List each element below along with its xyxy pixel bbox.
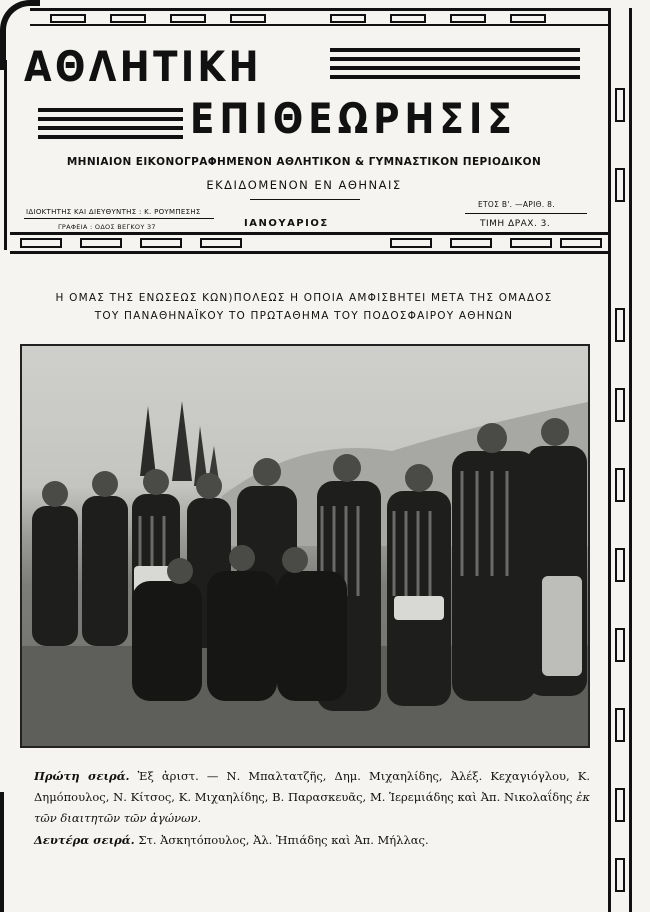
first-row-note: ἐκ τῶν διαιτητῶν τῶν ἀγώνων.: [34, 790, 591, 825]
first-row-names: Ἐξ ἀριστ. — Ν. Μπαλτατζῆς, Δημ. Μιχαηλίδης, Ἀλέξ. Κεχαγιόγλου, Κ. Δημόπουλος, Ν. Κίτσος, Κ. Μιχαηλίδης, Β. Παρασκευᾶς, Μ. Ἱερεμιάδης καὶ Ἀπ. Νικολαΐδης: [34, 769, 591, 804]
left-ornamental-border: [4, 60, 14, 250]
headline-line1: Η ΟΜΑΣ ΤΗΣ ΕΝΩΣΕΩΣ ΚΩΝ)ΠΟΛΕΩΣ Η ΟΠΟΙΑ ΑΜΦΙΣΒΗΤΕΙ ΜΕΤΑ ΤΗΣ ΟΜΑΔΟΣ: [55, 292, 553, 304]
issue-number: ΕΤΟΣ Β'. —ΑΡΙΘ. 8.: [478, 200, 555, 209]
first-row-label: Πρώτη σειρά.: [34, 769, 130, 783]
divider-rule: [24, 218, 214, 219]
office-address: ΓΡΑΦΕΙΑ : ΟΔΟΣ ΒΕΓΚΟΥ 37: [58, 223, 156, 231]
photo-caption-second-row: [34, 830, 590, 851]
masthead-title-line2: ΕΠΙΘΕΩΡΗΣΙΣ: [190, 94, 517, 143]
headline-line2: ΤΟΥ ΠΑΝΑΘΗΝΑΪΚΟΥ ΤΟ ΠΡΩΤΑΘΗΜΑ ΤΟΥ ΠΟΔΟΣΦΑΙΡΟΥ ΑΘΗΝΩΝ: [94, 310, 514, 322]
masthead-subtitle: ΜΗΝΙΑΙΟΝ ΕΙΚΟΝΟΓΡΑΦΗΜΕΝΟΝ ΑΘΛΗΤΙΚΟΝ & ΓΥΜΝΑΣΤΙΚΟΝ ΠΕΡΙΟΔΙΚΟΝ: [66, 156, 542, 168]
issue-price: ΤΙΜΗ ΔΡΑΧ. 3.: [480, 219, 551, 229]
masthead-divider-band: [10, 232, 610, 254]
photo-caption-first-row: [34, 766, 590, 829]
team-photograph: [20, 344, 590, 748]
second-row-names: Στ. Ἀσκητόπουλος, Ἀλ. Ἠπιάδης καὶ Ἀπ. Μήλλας.: [138, 833, 429, 847]
top-ornamental-border: [30, 8, 610, 26]
masthead-title-line1: ΑΘΛΗΤΙΚΗ: [24, 42, 262, 91]
divider-rule: [465, 213, 587, 214]
publisher-line: ΙΔΙΟΚΤΗΤΗΣ ΚΑΙ ΔΙΕΥΘΥΝΤΗΣ : Κ. ΡΟΥΜΠΕΣΗΣ: [26, 208, 201, 216]
right-ornamental-border: [608, 8, 632, 912]
divider-rule: [250, 199, 360, 200]
bottom-left-border: [0, 792, 12, 912]
team-photograph-illustration: [22, 346, 590, 748]
issue-month: ΙΑΝΟΥΑΡΙΟΣ: [244, 218, 329, 229]
decorative-dotted-bars-left: [38, 108, 183, 144]
masthead-published-in: ΕΚΔΙΔΟΜΕΝΟΝ ΕΝ ΑΘΗΝΑΙΣ: [206, 178, 402, 192]
second-row-label: Δευτέρα σειρά.: [34, 833, 135, 847]
decorative-dotted-bars-right: [330, 48, 580, 84]
